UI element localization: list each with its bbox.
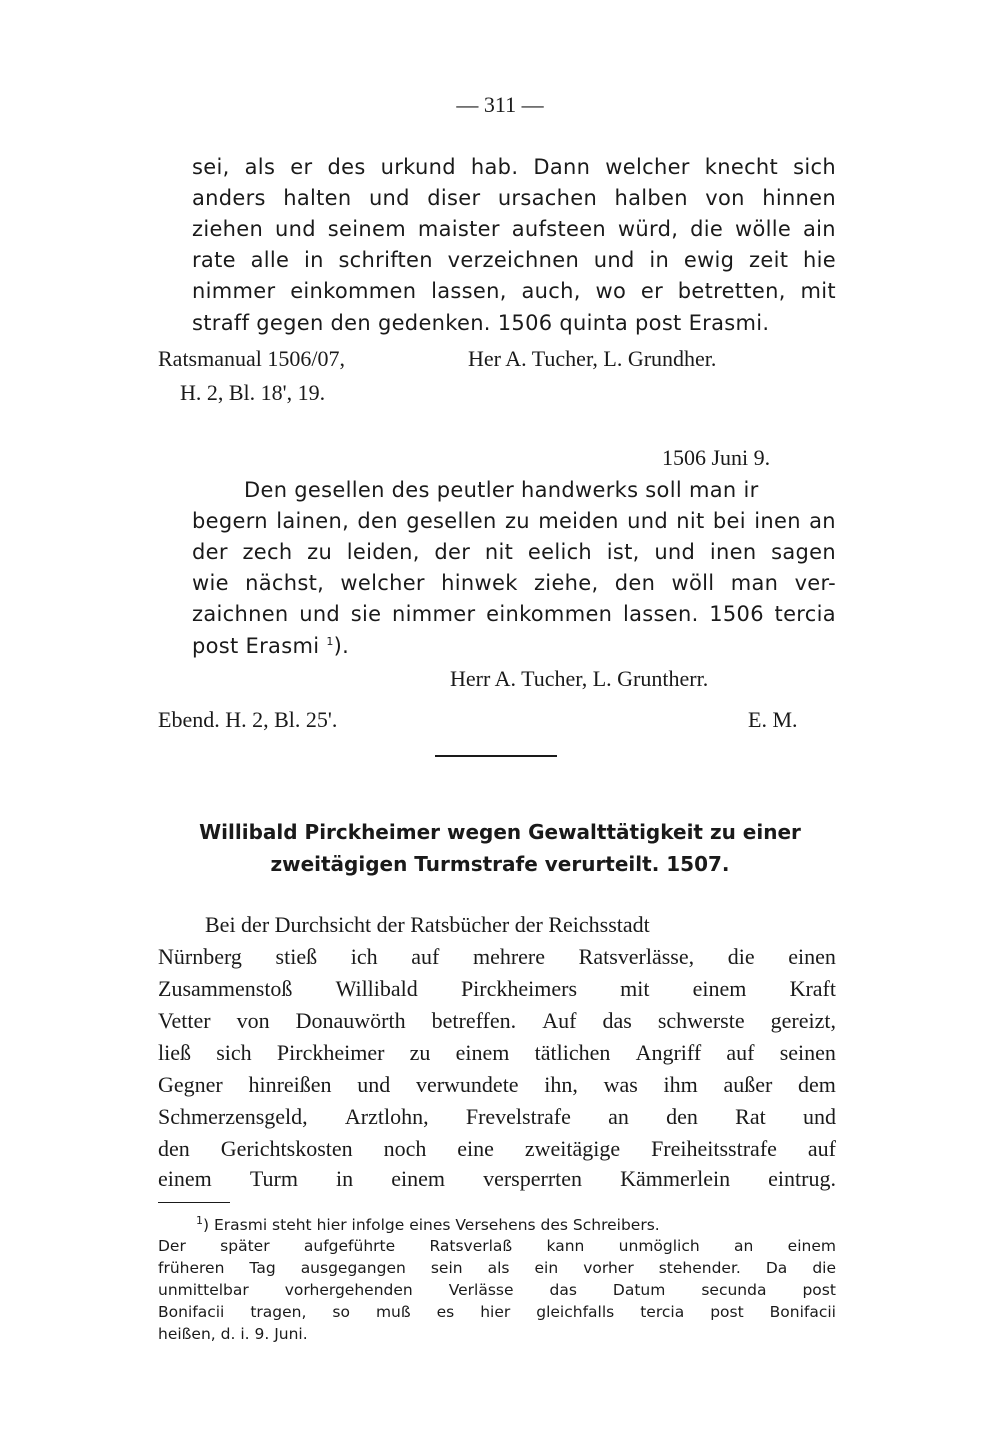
text-line (192, 571, 836, 595)
doc2-line-5 (192, 602, 836, 626)
word: wöll (671, 571, 715, 595)
word: als (244, 155, 276, 179)
word: und (802, 1104, 836, 1129)
text-line (192, 602, 836, 626)
word: wie (192, 571, 229, 595)
article-line-4 (158, 1008, 836, 1034)
text-line (192, 540, 836, 564)
article-title-line-1: Willibald Pirckheimer wegen Gewalttätigkeit zu einer (199, 820, 801, 844)
doc2-last-line (192, 634, 349, 658)
word: nächst, (245, 571, 325, 595)
word: von (705, 186, 745, 210)
word: post (710, 1303, 744, 1321)
footnote-line-4 (158, 1281, 836, 1299)
word: ihn, (544, 1072, 578, 1097)
word: und (275, 217, 316, 241)
doc2-initials: E. M. (748, 707, 798, 732)
word: mit (800, 279, 836, 303)
word: ziehen (192, 217, 264, 241)
doc1-line-2 (192, 186, 836, 210)
word: Vetter (158, 1008, 211, 1033)
word: Datum (612, 1281, 666, 1299)
text-line (192, 186, 836, 210)
word: der (434, 540, 471, 564)
word: post (802, 1281, 836, 1299)
word: einem (391, 1166, 445, 1191)
word: nit (676, 509, 705, 533)
word: Der (158, 1237, 186, 1255)
word: den (158, 1136, 190, 1161)
word: aufgeführte (303, 1237, 396, 1255)
word: und (654, 540, 696, 564)
word: Tag (249, 1259, 276, 1277)
word: Rat (735, 1104, 766, 1129)
doc1-line-4 (192, 248, 836, 272)
word: hinnen (762, 186, 836, 210)
word: des (327, 155, 366, 179)
word: ziehe, (533, 571, 599, 595)
doc2-line-3 (192, 540, 836, 564)
text-fragment: ) Erasmi steht hier infolge eines Versehens des Schreibers. (203, 1216, 660, 1235)
word: seinem (327, 217, 406, 241)
article-line-7 (158, 1104, 836, 1130)
word: eine (457, 1136, 494, 1161)
word: ver- (794, 571, 836, 595)
word: inen (754, 509, 801, 533)
word: hab. (470, 155, 519, 179)
word: und (368, 186, 410, 210)
article-line-2 (158, 944, 836, 970)
word: noch (383, 1136, 427, 1161)
word: Verlässe (448, 1281, 514, 1299)
word: sein (430, 1259, 463, 1277)
word: auf (411, 944, 440, 969)
word: sagen (771, 540, 836, 564)
text-line (158, 944, 836, 970)
word: ließ (158, 1040, 191, 1065)
word: maister (417, 217, 500, 241)
doc2-date: 1506 Juni 9. (662, 445, 771, 470)
word: schwerste (657, 1008, 745, 1033)
footnote-divider (158, 1202, 230, 1203)
footnote-marker: 1 (196, 1214, 203, 1227)
word: einkommen (486, 602, 613, 626)
word: stieß (275, 944, 318, 969)
text-line (192, 248, 836, 272)
word: begern (192, 509, 268, 533)
word: wölle (734, 217, 792, 241)
doc2-signers: Herr A. Tucher, L. Gruntherr. (450, 666, 709, 691)
word: Schmerzensgeld, (158, 1104, 308, 1129)
word: unmittelbar (158, 1281, 249, 1299)
text-line (158, 1166, 836, 1192)
word: Pirckheimer (276, 1040, 385, 1065)
word: eelich (527, 540, 593, 564)
word: das (602, 1008, 632, 1033)
word: ihm (663, 1072, 698, 1097)
word: leiden, (346, 540, 420, 564)
word: an (734, 1237, 754, 1255)
word: zu (409, 1040, 431, 1065)
word: muß (375, 1303, 411, 1321)
word: und (593, 248, 635, 272)
article-first-line: Bei der Durchsicht der Ratsbücher der Reichsstadt (205, 912, 650, 937)
word: inen (709, 540, 757, 564)
word: meiden (538, 509, 619, 533)
word: Frevelstrafe (465, 1104, 571, 1129)
text-line (192, 279, 836, 303)
word: einem (455, 1040, 510, 1065)
word: bei (712, 509, 746, 533)
doc1-line-1 (192, 155, 836, 179)
word: ein (534, 1259, 559, 1277)
word: Angriff (635, 1040, 702, 1065)
word: betreffen. (431, 1008, 517, 1033)
word: so (332, 1303, 350, 1321)
word: in (336, 1166, 354, 1191)
word: unmöglich (618, 1237, 700, 1255)
word: schriften (338, 248, 433, 272)
word: zech (242, 540, 293, 564)
word: der (192, 540, 228, 564)
word: aufsteen (511, 217, 607, 241)
word: gereizt, (770, 1008, 836, 1033)
text-line (158, 1008, 836, 1034)
word: außer (723, 1072, 773, 1097)
word: zeit (749, 248, 789, 272)
word: lainen, (276, 509, 350, 533)
doc1-source-1: Ratsmanual 1506/07, (158, 346, 345, 371)
word: Willibald (335, 976, 418, 1001)
word: einkommen (290, 279, 417, 303)
word: einem (692, 976, 747, 1001)
section-divider (435, 755, 557, 757)
word: tercia (774, 602, 836, 626)
word: lassen. (622, 602, 699, 626)
word: auf (807, 1136, 836, 1161)
word: ich (350, 944, 378, 969)
word: stehender. (658, 1259, 741, 1277)
word: Ratsverlaß (429, 1237, 513, 1255)
text-line (192, 509, 836, 533)
word: eintrug. (768, 1166, 836, 1191)
footnote-reference: 1 (326, 635, 334, 648)
word: halten (283, 186, 352, 210)
text-line (158, 976, 836, 1002)
word: mit (620, 976, 650, 1001)
footnote-line-5 (158, 1303, 836, 1321)
text-line (158, 1281, 836, 1299)
word: Da (765, 1259, 788, 1277)
word: anders (192, 186, 266, 210)
word: ewig (683, 248, 735, 272)
word: hinwek (441, 571, 518, 595)
word: verzeichnen (447, 248, 580, 272)
word: nit (484, 540, 514, 564)
word: zweitägige (524, 1136, 621, 1161)
word: 1506 (709, 602, 764, 626)
word: würd, (617, 217, 679, 241)
word: den (614, 571, 656, 595)
word: den (666, 1104, 698, 1129)
word: zu (307, 540, 333, 564)
word: vorher (583, 1259, 634, 1277)
word: dem (798, 1072, 836, 1097)
text-line (158, 1072, 836, 1098)
word: gleichfalls (536, 1303, 615, 1321)
doc1-last-line: straff gegen den gedenken. 1506 quinta post Erasmi. (192, 311, 770, 335)
word: sie (350, 602, 382, 626)
text-fragment: post Erasmi (192, 634, 320, 658)
word: einem (158, 1166, 212, 1191)
word: man (730, 571, 779, 595)
word: nimmer (192, 279, 276, 303)
word: tercia (640, 1303, 685, 1321)
doc2-source: Ebend. H. 2, Bl. 25'. (158, 707, 338, 732)
word: das (549, 1281, 577, 1299)
footnote-line-2 (158, 1237, 836, 1255)
word: Kämmerlein (620, 1166, 731, 1191)
text-line (158, 1040, 836, 1066)
word: hinreißen (248, 1072, 332, 1097)
word: und (357, 1072, 391, 1097)
word: Kraft (789, 976, 836, 1001)
doc1-line-5 (192, 279, 836, 303)
word: früheren (158, 1259, 225, 1277)
word: Ratsverlässe, (578, 944, 695, 969)
word: sich (793, 155, 836, 179)
doc2-line-4 (192, 571, 836, 595)
word: gesellen (406, 509, 497, 533)
word: hier (480, 1303, 511, 1321)
text-line (192, 155, 836, 179)
word: in (649, 248, 670, 272)
doc1-source-2: H. 2, Bl. 18', 19. (180, 380, 326, 405)
word: und (299, 602, 341, 626)
word: auf (726, 1040, 755, 1065)
word: als (487, 1259, 510, 1277)
text-line (192, 217, 836, 241)
doc1-line-3 (192, 217, 836, 241)
word: betretten, (677, 279, 786, 303)
word: hie (802, 248, 836, 272)
word: was (603, 1072, 638, 1097)
doc1-signers: Her A. Tucher, L. Grundher. (468, 346, 717, 371)
word: zaichnen (192, 602, 289, 626)
word: Nürnberg (158, 944, 242, 969)
word: einem (787, 1237, 836, 1255)
word: er (290, 155, 313, 179)
word: von (236, 1008, 270, 1033)
doc2-first-line: Den gesellen des peutler handwerks soll man ir (244, 478, 759, 502)
word: welcher (605, 155, 690, 179)
word: in (303, 248, 324, 272)
word: ursachen (497, 186, 598, 210)
word: den (357, 509, 398, 533)
word: mehrere (472, 944, 546, 969)
article-line-6 (158, 1072, 836, 1098)
word: und (627, 509, 668, 533)
word: Dann (533, 155, 591, 179)
word: alle (250, 248, 290, 272)
word: rate (192, 248, 236, 272)
word: Turm (249, 1166, 298, 1191)
doc2-line-2 (192, 509, 836, 533)
article-line-9 (158, 1166, 836, 1192)
word: urkund (380, 155, 456, 179)
page-number: — 311 — (456, 92, 544, 117)
word: knecht (704, 155, 779, 179)
word: sich (216, 1040, 252, 1065)
word: Arztlohn, (344, 1104, 429, 1129)
word: an (809, 509, 836, 533)
footnote-last-line: heißen, d. i. 9. Juni. (158, 1325, 308, 1343)
word: tätlichen (534, 1040, 611, 1065)
word: Bonifacii (769, 1303, 836, 1321)
word: es (436, 1303, 455, 1321)
article-line-8 (158, 1136, 836, 1162)
word: ain (802, 217, 836, 241)
text-line (158, 1237, 836, 1255)
word: die (727, 944, 755, 969)
article-title-line-2: zweitägigen Turmstrafe verurteilt. 1507. (270, 852, 730, 876)
word: Bonifacii (158, 1303, 225, 1321)
word: diser (427, 186, 481, 210)
word: Pirckheimers (460, 976, 578, 1001)
word: halben (614, 186, 688, 210)
text-line (158, 1259, 836, 1277)
word: zu (504, 509, 530, 533)
word: ist, (606, 540, 640, 564)
article-line-5 (158, 1040, 836, 1066)
word: verwundete (415, 1072, 519, 1097)
footnote-first-line (196, 1214, 660, 1234)
word: wo (595, 279, 627, 303)
article-line-3 (158, 976, 836, 1002)
word: an (608, 1104, 629, 1129)
word: Freiheitsstrafe (651, 1136, 777, 1161)
text-fragment: ). (333, 634, 350, 658)
word: die (812, 1259, 836, 1277)
word: nimmer (392, 602, 476, 626)
text-line (158, 1136, 836, 1162)
word: welcher (340, 571, 425, 595)
footnote-line-3 (158, 1259, 836, 1277)
word: Gegner (158, 1072, 223, 1097)
word: seinen (779, 1040, 836, 1065)
word: secunda (701, 1281, 767, 1299)
word: er (640, 279, 664, 303)
word: Gerichtskosten (220, 1136, 353, 1161)
text-line (158, 1303, 836, 1321)
word: später (220, 1237, 270, 1255)
word: Auf (542, 1008, 577, 1033)
word: vorhergehenden (284, 1281, 413, 1299)
word: Zusammenstoß (158, 976, 293, 1001)
word: die (690, 217, 724, 241)
word: sei, (192, 155, 230, 179)
word: Donauwörth (295, 1008, 406, 1033)
word: auch, (521, 279, 581, 303)
word: versperrten (483, 1166, 583, 1191)
text-line (158, 1104, 836, 1130)
word: kann (546, 1237, 585, 1255)
word: lassen, (431, 279, 507, 303)
word: tragen, (250, 1303, 307, 1321)
word: einen (788, 944, 836, 969)
word: ausgegangen (300, 1259, 406, 1277)
